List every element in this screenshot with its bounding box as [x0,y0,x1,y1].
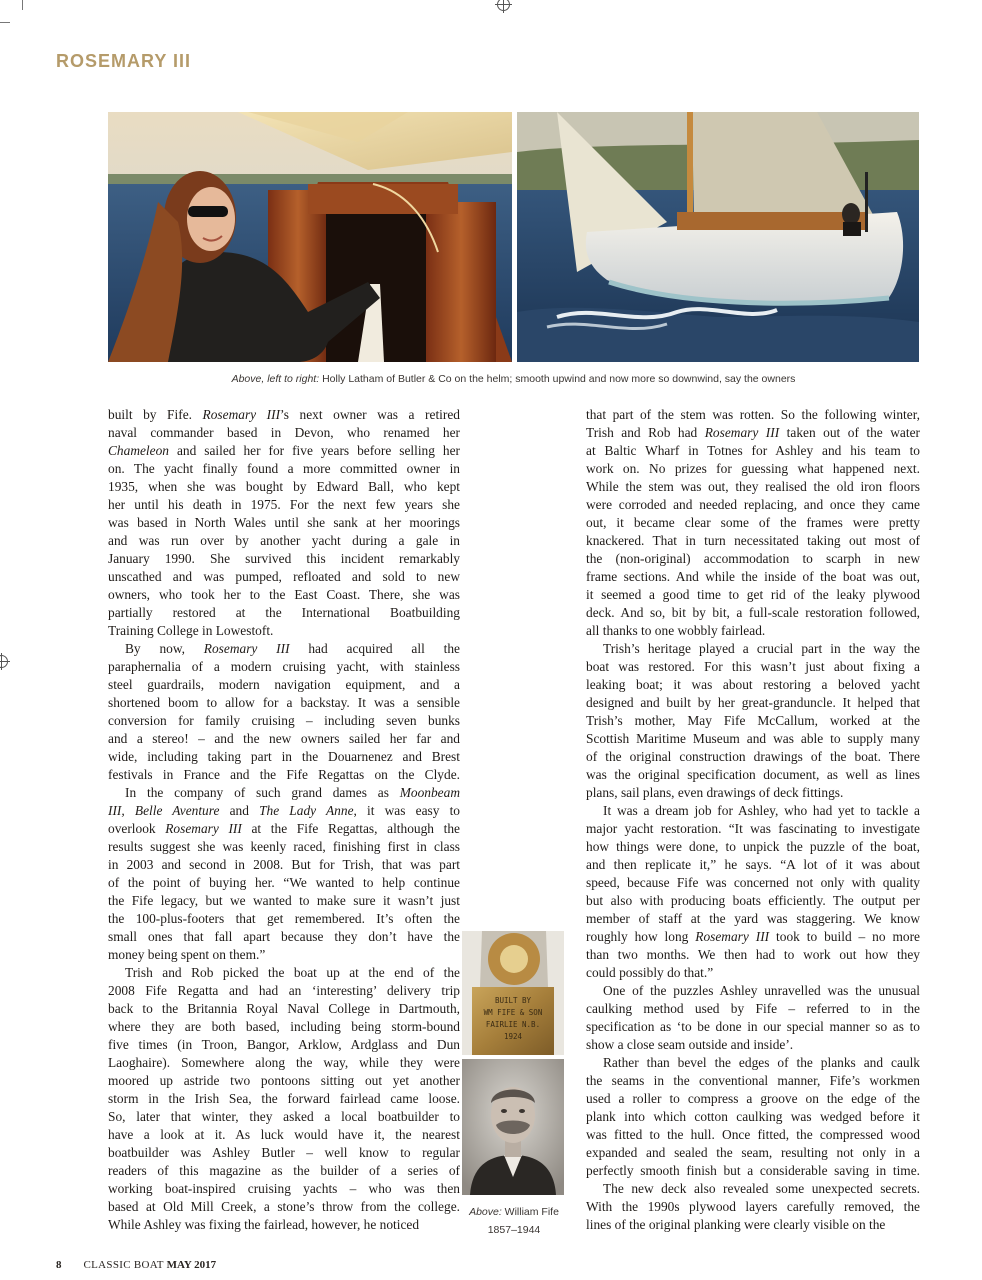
text-run: specification as ‘to be done in our special manner so as to [586,1019,920,1034]
text-run: steel guardrails, modern navigation equipment, and a [108,677,460,692]
text-run: but also with producing boats efficiently. The output per [586,893,920,908]
text-run: conversion for family cruising – including seven bunks [108,713,460,728]
text-line [108,1198,460,1216]
text-run: naval commander based in Devon, who renamed her [108,425,460,440]
text-line [108,532,460,550]
text-run: on. The yacht finally found a more committed owner in [108,461,460,476]
text-run: While Ashley was fixing the fairlead, however, he noticed [108,1217,420,1232]
plaque-text: 1924 [503,1032,523,1041]
text-line [586,820,920,838]
text-run: and sailed her for five years before selling her [169,443,460,458]
text-line [108,1180,460,1198]
text-line [108,802,460,820]
plaque-text: WM FIFE & SON [483,1008,543,1017]
text-run: small ones that fall apart because they don’t have the [108,929,460,944]
caption-years: 1857–1944 [487,1224,541,1236]
text-run: , it was easy to [353,803,460,818]
text-run: had acquired all the [289,641,460,656]
caption-text: Holly Latham of Butler & Co on the helm; smooth upwind and now more so downwind, say the owners [319,373,796,385]
body-column-right [586,406,920,1234]
text-run: than two months. We then had to work out how they [586,947,920,962]
text-line [586,586,920,604]
text-line [586,1162,920,1180]
text-run: festivals in France and the Fife Regattas on the Clyde. [108,767,460,782]
text-run: have a look at it. As luck would have it, the nearest [108,1127,460,1142]
text-line [108,766,460,784]
text-line [586,874,920,892]
text-run: in 2003 and second in 2008. But for Trish, that was part [108,857,460,872]
crop-mark [0,22,10,23]
text-run: the 100-plus-footers that get remembered. It’s often the [108,911,460,926]
text-line [108,658,460,676]
italic-title: Rosemary III [165,821,242,836]
text-line [586,424,920,442]
text-line [586,1108,920,1126]
text-run: Trish’s heritage played a crucial part in the way the [603,641,920,656]
text-run: boatbuilder was Ashley Butler – well know to regular [108,1145,460,1160]
text-line [108,982,460,1000]
text-run: working boat-inspired cruising yachts – who was then [108,1181,460,1196]
text-run: deck. And so, bit by bit, a full-scale restoration followed, [586,605,920,620]
text-run: Scottish Maritime Museum and was able to supply many [586,731,920,746]
text-run: boat was restored. For this wasn’t just about fixing a [586,659,920,674]
text-run: of the point of buying her. “We wanted to help continue [108,875,460,890]
italic-title: Moonbeam [399,785,460,800]
text-run: wide, including taking part in the Douarnenez and Brest [108,749,460,764]
text-run: all thanks to one wobbly fairlead. [586,623,766,638]
text-run: were corroded and needed replacing, and once they came [586,497,920,512]
text-run: at Baltic Wharf in Totnes for Ashley and his team to [586,443,920,458]
text-run: Trish and Rob picked the boat up at the end of the [125,965,460,980]
text-line [586,766,920,784]
portrait-caption [456,1203,572,1239]
text-line [586,640,920,658]
text-line [108,586,460,604]
text-line [586,910,920,928]
text-run: partially restored at the International Boatbuilding [108,605,460,620]
text-run: Rather than bevel the edges of the planks and caulk [603,1055,920,1070]
text-run: designed and built by her great-granduncle. It helped that [586,695,920,710]
text-run: moored up astride two pontoons sitting out yet another [108,1073,460,1088]
text-line [586,1198,920,1216]
text-run: So, later that winter, they asked a local boatbuilder to [108,1109,460,1124]
text-line [586,1072,920,1090]
text-run: back to the Britannia Royal Naval College in Dartmouth, [108,1001,460,1016]
text-run: lines of the original planking were clearly visible on the [586,1217,886,1232]
text-line [586,532,920,550]
text-run: By now, [125,641,204,656]
text-run: roughly how long [586,929,696,944]
text-line [108,784,460,802]
text-line [108,838,460,856]
text-run: Trish’s mother, May Fife McCallum, worked at the [586,713,920,728]
italic-title: Rosemary III [202,407,281,422]
section-title: ROSEMARY III [56,51,192,71]
text-line [108,730,460,748]
text-run: that part of the stem was rotten. So the following winter, [586,407,920,422]
text-run: With the 1990s plywood layers carefully removed, the [586,1199,920,1214]
text-line [586,460,920,478]
text-run: and a stereo! – and the new owners sailed her far and [108,731,460,746]
text-line [108,622,460,640]
text-run: money being spent on them.” [108,947,266,962]
text-line [108,406,460,424]
text-run: ’s next owner was a retired [280,407,460,422]
photo-caption [108,373,919,385]
text-line [108,460,460,478]
text-line [108,892,460,910]
text-line [586,1018,920,1036]
photo-yacht-sailing [517,112,919,362]
text-run: knackered. That in turn necessitated taking out most of [586,533,920,548]
text-run: where they are both based, including being storm-bound [108,1019,460,1034]
text-run: work on. No prizes for guessing what happened next. [586,461,920,476]
text-line [586,442,920,460]
text-line [108,1018,460,1036]
text-line [586,784,920,802]
registration-mark [497,0,510,11]
text-run: the seams in the conventional manner, Fife’s workmen [586,1073,920,1088]
text-line [586,946,920,964]
text-run: shortened boom to allow for a backstay. It was a sensible [108,695,460,710]
text-line [108,1090,460,1108]
text-run: it seemed a good time to get rid of the leaky plywood [586,587,920,602]
text-line [586,514,920,532]
text-run: taken out of the water [779,425,920,440]
text-run: out, it became clear some of the frames were pretty [586,515,920,530]
text-run: unscathed and was pumped, refloated and sold to new [108,569,460,584]
text-line [586,1036,920,1054]
plaque-text: BUILT BY [494,996,532,1005]
text-run: speed, because Fife was concerned not only with quality [586,875,920,890]
photo-builder-plaque [462,931,564,1055]
text-line [586,748,920,766]
text-run: In the company of such grand dames as [125,785,400,800]
text-line [586,622,920,640]
text-run: member of staff at the yard was staggering. We know [586,911,920,926]
text-run: the (non-original) accommodation to scarph in new [586,551,920,566]
italic-title: III, Belle Aventure [108,803,220,818]
text-run: plank into which cotton caulking was wedged before it [586,1109,920,1124]
text-run: owners, who took her to the East Coast. There, she was [108,587,460,602]
text-line [108,1144,460,1162]
text-line [108,568,460,586]
text-line [108,1216,460,1234]
text-line [108,550,460,568]
text-line [108,640,460,658]
text-line [108,1072,460,1090]
text-run: was the original specification document, as well as lines [586,767,920,782]
text-line [108,928,460,946]
text-line [586,406,920,424]
text-line [586,604,920,622]
text-run: took to build – no more [769,929,920,944]
text-run: paraphernalia of a modern cruising yacht, with stainless [108,659,460,674]
text-run: storm in the Irish Sea, the forward fairlead came loose. [108,1091,460,1106]
text-run: expanded and sealed the seam, resulting not only in a [586,1145,920,1160]
text-line [108,712,460,730]
text-run: and [219,803,260,818]
text-line [108,820,460,838]
text-line [108,604,460,622]
text-line [586,730,920,748]
text-run: her until his death in 1975. For the next few years she [108,497,460,512]
text-run: 2008 Fife Regatta and had an ‘interesting’ delivery trip [108,983,460,998]
text-line [108,910,460,928]
text-line [586,1090,920,1108]
photo-helm [108,112,512,362]
text-line [586,802,920,820]
text-run: was fitted to the hull. Once fitted, the compressed wood [586,1127,920,1142]
text-line [586,856,920,874]
italic-title: Chameleon [108,443,169,458]
text-run: major yacht restoration. “It was fascinating to investigate [586,821,920,836]
text-line [586,1126,920,1144]
text-run: One of the puzzles Ashley unravelled was the unusual [603,983,920,998]
text-line [108,676,460,694]
text-run: January 1990. She survived this incident remarkably [108,551,460,566]
caption-label: Above, left to right: [231,373,320,385]
text-line [586,712,920,730]
text-run: the Fife legacy, but we wanted to make sure it wasn’t just [108,893,460,908]
text-run: Training College in Lowestoft. [108,623,274,638]
italic-title: Rosemary III [704,425,780,440]
text-line [586,478,920,496]
text-line [108,514,460,532]
text-line [586,658,920,676]
text-line [586,1180,920,1198]
text-line [586,928,920,946]
text-run: The new deck also revealed some unexpected secrets. [603,1181,920,1196]
text-run: of the original construction drawings of the boat. There [586,749,920,764]
page-footer [56,1259,216,1271]
text-run: Trish and Rob had [586,425,705,440]
text-line [108,1000,460,1018]
text-line [108,1126,460,1144]
caption-name: William Fife [501,1206,559,1218]
text-line [586,1144,920,1162]
text-line [586,838,920,856]
text-run: frame sections. And while the inside of the boat was out, [586,569,920,584]
text-run: readers of this magazine as the builder of a series of [108,1163,460,1178]
page-number: 8 [56,1259,62,1271]
text-line [108,424,460,442]
text-run: results suggest she was keenly raced, finishing first in class [108,839,460,854]
text-run: based at Old Mill Creek, a stone’s throw from the college. [108,1199,460,1214]
text-line [586,694,920,712]
text-line [586,964,920,982]
text-line [108,748,460,766]
crop-mark [22,0,23,10]
text-run: overlook [108,821,166,836]
text-line [108,964,460,982]
text-line [586,568,920,586]
text-run: five times (in Troon, Bangor, Arklow, Ardglass and Dun [108,1037,460,1052]
text-run: While the stem was out, they realised the old iron floors [586,479,920,494]
italic-title: Rosemary III [695,929,770,944]
text-line [108,1162,460,1180]
text-line [108,856,460,874]
text-run: and then replicate it,” he says. “A lot of it was about [586,857,920,872]
text-run: used a roller to compress a groove on the edge of the [586,1091,920,1106]
text-run: plans, sail plans, even drawings of deck fittings. [586,785,844,800]
text-run: and was run over by another yacht during a gale in [108,533,460,548]
text-line [586,1000,920,1018]
text-line [586,550,920,568]
text-line [586,982,920,1000]
text-run: caulking method used by Fife – referred to in the [586,1001,920,1016]
text-line [586,892,920,910]
text-run: at the Fife Regattas, although the [241,821,460,836]
text-run: show a close seam outside and inside’. [586,1037,794,1052]
text-line [108,694,460,712]
text-line [586,1216,920,1234]
text-line [108,496,460,514]
text-run: how things were done, to unpick the puzzle of the boat, [586,839,920,854]
text-run: leaking boat; it was about restoring a beloved yacht [586,677,920,692]
registration-mark [0,655,8,668]
text-line [108,1036,460,1054]
body-column-left [108,406,460,1234]
text-line [586,1054,920,1072]
text-line [108,442,460,460]
plaque-text: FAIRLIE N.B. [485,1020,541,1029]
text-line [108,478,460,496]
text-run: built by Fife. [108,407,203,422]
italic-title: The Lady Anne [259,803,354,818]
text-line [586,676,920,694]
text-run: It was a dream job for Ashley, who had yet to tackle a [603,803,920,818]
text-run: perfectly smooth finish but a considerable saving in time. [586,1163,920,1178]
text-run: Laoghaire). Somewhere along the way, while they were [108,1055,460,1070]
text-line [586,496,920,514]
text-run: was based in North Wales until she sank at her moorings [108,515,460,530]
caption-label: Above: [469,1206,502,1218]
magazine-name: CLASSIC BOAT [83,1259,164,1271]
text-line [108,946,460,964]
issue-date: MAY 2017 [166,1259,217,1271]
text-run: could possibly do that.” [586,965,714,980]
text-line [108,874,460,892]
text-line [108,1108,460,1126]
text-run: 1935, when she was bought by Edward Ball, who kept [108,479,460,494]
italic-title: Rosemary III [203,641,290,656]
photo-william-fife-portrait [462,1059,564,1195]
text-line [108,1054,460,1072]
